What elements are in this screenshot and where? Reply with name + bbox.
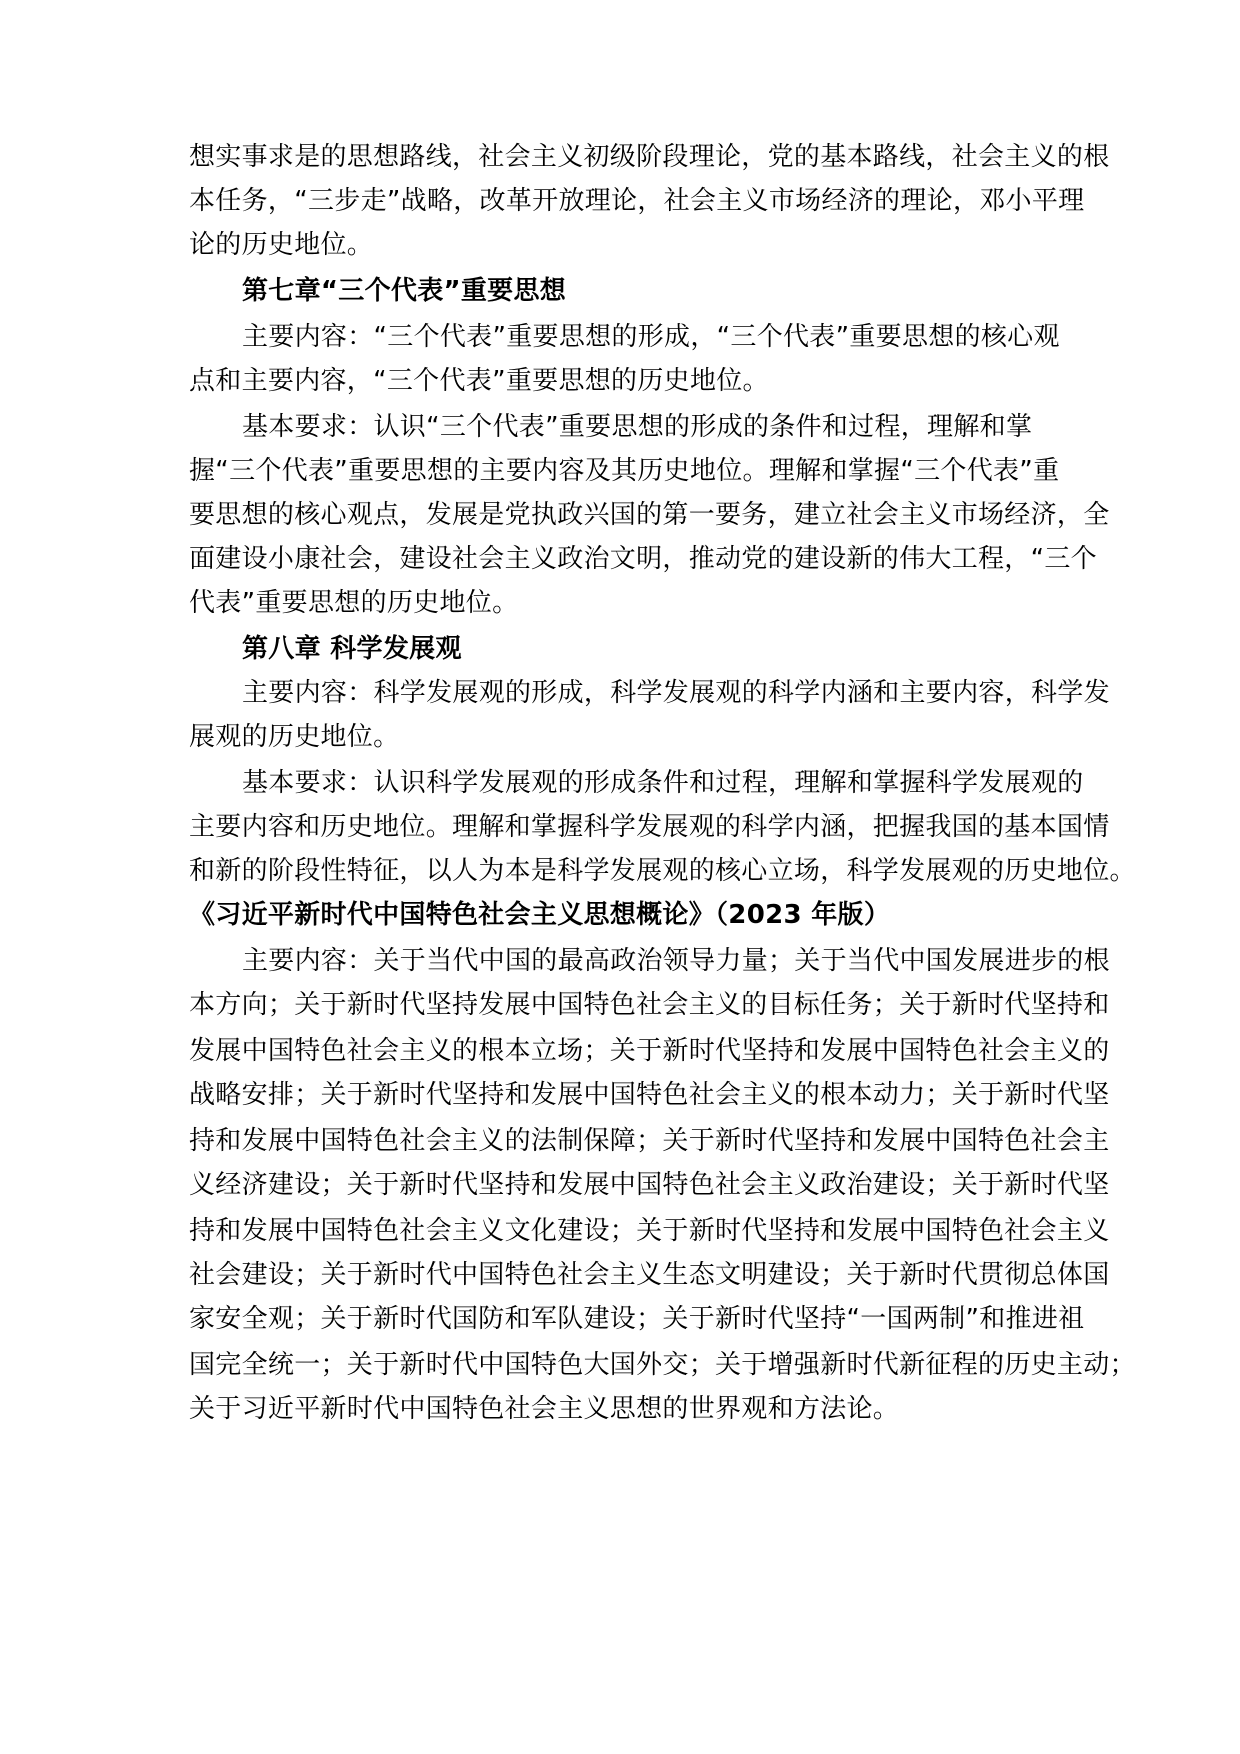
text-line: 握“三个代表”重要思想的主要内容及其历史地位。理解和掌握“三个代表”重 bbox=[189, 456, 1060, 486]
text-line: 本方向；关于新时代坚持发展中国特色社会主义的目标任务；关于新时代坚持和 bbox=[189, 990, 1110, 1020]
text-line: 义经济建设；关于新时代坚持和发展中国特色社会主义政治建设；关于新时代坚 bbox=[189, 1170, 1110, 1200]
text-line: 社会建设；关于新时代中国特色社会主义生态文明建设；关于新时代贯彻总体国 bbox=[189, 1260, 1110, 1290]
text-line: 主要内容：“三个代表”重要思想的形成，“三个代表”重要思想的核心观 bbox=[242, 322, 1060, 352]
text-line: 基本要求：认识科学发展观的形成条件和过程，理解和掌握科学发展观的 bbox=[242, 768, 1084, 798]
text-line: 本任务，“三步走”战略，改革开放理论，社会主义市场经济的理论，邓小平理 bbox=[189, 186, 1085, 216]
text-line: 主要内容：科学发展观的形成，科学发展观的科学内涵和主要内容，科学发 bbox=[242, 678, 1110, 708]
text-line: 主要内容和历史地位。理解和掌握科学发展观的科学内涵，把握我国的基本国情 bbox=[189, 812, 1110, 842]
text-line: 代表”重要思想的历史地位。 bbox=[189, 588, 519, 618]
text-line: 论的历史地位。 bbox=[189, 230, 374, 260]
text-line: 和新的阶段性特征，以人为本是科学发展观的核心立场，科学发展观的历史地位。 bbox=[189, 856, 1136, 886]
text-line: 发展中国特色社会主义的根本立场；关于新时代坚持和发展中国特色社会主义的 bbox=[189, 1036, 1110, 1066]
text-line: 主要内容：关于当代中国的最高政治领导力量；关于当代中国发展进步的根 bbox=[242, 946, 1110, 976]
text-line: 关于习近平新时代中国特色社会主义思想的世界观和方法论。 bbox=[189, 1394, 900, 1424]
chapter-heading: 第八章 科学发展观 bbox=[242, 634, 462, 664]
section-heading: 《习近平新时代中国特色社会主义思想概论》（2023 年版） bbox=[189, 900, 891, 930]
text-line: 持和发展中国特色社会主义文化建设；关于新时代坚持和发展中国特色社会主义 bbox=[189, 1216, 1110, 1246]
text-line: 国完全统一；关于新时代中国特色大国外交；关于增强新时代新征程的历史主动； bbox=[189, 1350, 1136, 1380]
text-line: 想实事求是的思想路线，社会主义初级阶段理论，党的基本路线，社会主义的根 bbox=[189, 142, 1110, 172]
text-line: 基本要求：认识“三个代表”重要思想的形成的条件和过程，理解和掌 bbox=[242, 412, 1033, 442]
text-line: 家安全观；关于新时代国防和军队建设；关于新时代坚持“一国两制”和推进祖 bbox=[189, 1304, 1085, 1334]
text-line: 点和主要内容，“三个代表”重要思想的历史地位。 bbox=[189, 366, 769, 396]
text-line: 战略安排；关于新时代坚持和发展中国特色社会主义的根本动力；关于新时代坚 bbox=[189, 1080, 1110, 1110]
text-line: 要思想的核心观点，发展是党执政兴国的第一要务，建立社会主义市场经济，全 bbox=[189, 500, 1110, 530]
text-line: 面建设小康社会，建设社会主义政治文明，推动党的建设新的伟大工程，“三个 bbox=[189, 544, 1097, 574]
text-line: 展观的历史地位。 bbox=[189, 722, 400, 752]
chapter-heading: 第七章“三个代表”重要思想 bbox=[242, 276, 567, 306]
text-line: 持和发展中国特色社会主义的法制保障；关于新时代坚持和发展中国特色社会主 bbox=[189, 1126, 1110, 1156]
